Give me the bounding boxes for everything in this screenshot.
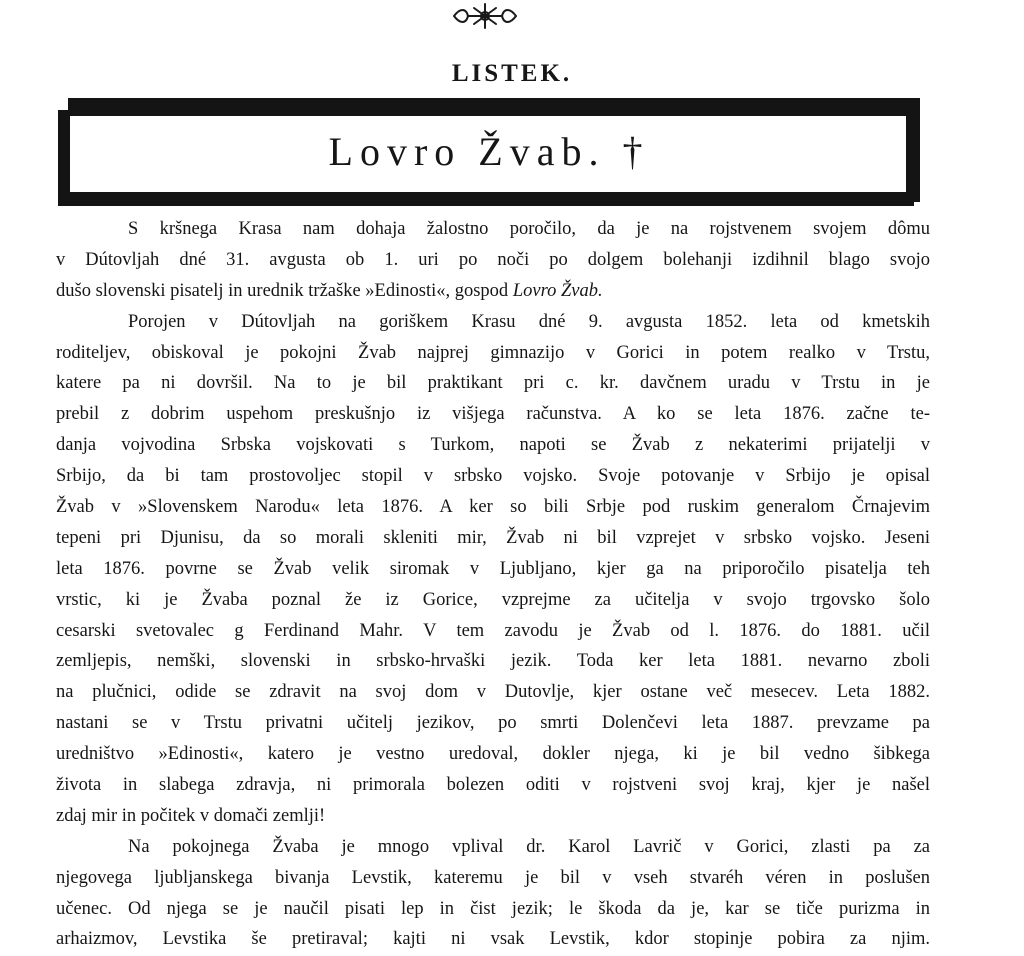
- text-line: S kršnega Krasa nam dohaja žalostno poročilo, da je na rojstvenem svojem dômu: [128, 219, 930, 239]
- text-line: učenec. Od njega se je naučil pisati lep in čist jezik; le škoda da je, kar se tiče purizma in: [56, 898, 930, 919]
- text-line: [56, 276, 930, 307]
- text-line: zemljepis, nemški, slovenski in srbsko-hrvaški jezik. Toda ker leta 1881. nevarno zboli: [56, 651, 930, 672]
- text-line: na plučnici, odide se zdravit na svoj dom v Dutovlje, kjer ostane več mesecev. Leta 1882.: [56, 682, 930, 703]
- text-line: nastani se v Trstu privatni učitelj jezikov, po smrti Dolenčevi leta 1887. prevzame pa: [56, 713, 930, 734]
- decorative-ornament-icon: [448, 0, 522, 32]
- article-body: [56, 214, 930, 955]
- text-line: arhaizmov, Levstika še pretiraval; kajti ni vsak Levstik, kdor stopinje pobira za njim.: [56, 929, 930, 950]
- text-line: zdaj mir in počitek v domači zemlji!: [56, 805, 326, 826]
- paragraph-1: [56, 214, 930, 307]
- frame-top-bar: [68, 98, 914, 116]
- text-line: Na pokojnega Žvaba je mnogo vplival dr. Karol Lavrič v Gorici, zlasti pa za: [128, 836, 930, 857]
- text-line: Porojen v Dútovljah na goriškem Krasu dné 9. avgusta 1852. leta od kmetskih: [128, 311, 930, 332]
- section-heading: LISTEK.: [451, 60, 573, 87]
- text-line: danja vojvodina Srbska vojskovati s Turkom, napoti se Žvab z nekaterimi prijatelji v: [56, 435, 930, 456]
- text-line: njegovega ljubljanskega bivanja Levstik, kateremu je bil v vseh stvaréh véren in poslušen: [56, 867, 930, 888]
- paragraph-2: [56, 307, 930, 832]
- title-frame: [58, 98, 920, 206]
- text-line: v Dútovljah dné 31. avgusta ob 1. uri po noči po dolgem bolehanji izdihnil blago svojo: [56, 249, 930, 270]
- text-line: vrstic, ki je Žvaba poznal že iz Gorice, vzprejme za učitelja v svojo trgovsko šolo: [56, 589, 930, 610]
- text-line: uredništvo »Edinosti«, katero je vestno uredoval, dokler njega, ki je bil vedno šibkega: [56, 744, 930, 765]
- text-line: katere pa ni dovršil. Na to je bil praktikant pri c. kr. davčnem uradu v Trstu in je: [56, 373, 930, 394]
- text-line: Srbijo, da bi tam prostovoljec stopil v srbsko vojsko. Svoje potovanje v Srbijo je opisal: [56, 466, 930, 487]
- text-line: cesarski svetovalec g Ferdinand Mahr. V tem zavodu je Žvab od l. 1876. do 1881. učil: [56, 620, 930, 641]
- text-line: leta 1876. povrne se Žvab velik siromak v Ljubljano, kjer ga na priporočilo pisatelja teh: [56, 558, 930, 579]
- text-line: Žvab v »Slovenskem Narodu« leta 1876. A ker so bili Srbje pod ruskim generalom Črnajevim: [56, 497, 930, 518]
- paragraph-3: [56, 832, 930, 956]
- text-line: roditeljev, obiskoval je pokojni Žvab najprej gimnazijo v Gorici in potem realko v Trstu,: [56, 342, 930, 363]
- text-line: tepeni pri Djunisu, da so morali skleniti mir, Žvab ni bil vzprejet v srbsko vojsko. Jeseni: [56, 527, 930, 548]
- text-line: prebil z dobrim uspehom preskušnjo iz višjega računstva. A ko se leta 1876. začne te-: [56, 404, 930, 425]
- text-line: života in slabega zdravja, ni primorala bolezen oditi v rojstveni svoj kraj, kjer je našel: [56, 775, 930, 796]
- frame-bottom-bar: [66, 192, 914, 206]
- article-title: Lovro Žvab. †: [328, 129, 650, 174]
- text-line-prefix: dušo slovenski pisatelj in urednik tržaške »Edinosti«, gospod: [56, 280, 513, 301]
- deceased-name: Lovro Žvab.: [512, 280, 603, 301]
